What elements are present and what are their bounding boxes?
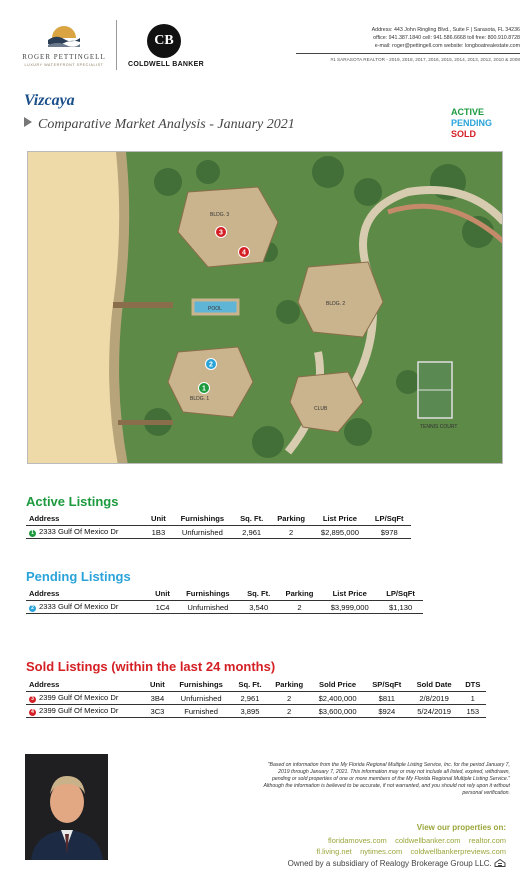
link-realtor[interactable]: realtor.com xyxy=(468,836,506,845)
marker-badge: 1 xyxy=(29,530,36,537)
marker-2-label: 2 xyxy=(209,361,213,369)
label-bldg2: BLDG. 2 xyxy=(326,301,346,307)
col-parking: Parking xyxy=(278,587,322,601)
equal-housing-icon xyxy=(494,859,506,867)
roger-pettingell-logo xyxy=(22,22,106,72)
table-header-row xyxy=(26,678,486,692)
link-coldwellbanker[interactable]: coldwellbanker.com xyxy=(395,836,461,845)
col-list-price: List Price xyxy=(312,512,367,526)
page-title: Vizcaya xyxy=(24,92,75,109)
marker-badge: 2 xyxy=(29,605,36,612)
furnishings-cell: Unfurnished xyxy=(170,692,231,705)
col-sqft: Sq. Ft. xyxy=(232,678,268,692)
col-sold-price: Sold Price xyxy=(310,678,365,692)
price-cell: $3,999,000 xyxy=(321,601,378,614)
furnishings-cell: Unfurnished xyxy=(171,526,233,539)
sold-heading: Sold Listings (within the last 24 months) xyxy=(26,659,276,674)
address-line: Address: 443 John Ringling Blvd., Suite F | Sarasota, FL 34236 xyxy=(371,27,520,33)
col-address: Address xyxy=(26,512,145,526)
logo-divider xyxy=(116,20,117,70)
address-text: 2333 Gulf Of Mexico Dr xyxy=(39,602,119,611)
table-row xyxy=(26,601,423,614)
page-header xyxy=(0,0,530,80)
address-cell xyxy=(26,705,145,718)
col-dts: DTS xyxy=(460,678,486,692)
col-unit: Unit xyxy=(145,678,171,692)
ppsf-cell: $978 xyxy=(367,526,411,539)
unit-cell: 3C3 xyxy=(145,705,171,718)
pending-heading: Pending Listings xyxy=(26,569,131,584)
price-cell: $3,600,000 xyxy=(310,705,365,718)
site-plan-image xyxy=(27,151,503,464)
contact-block xyxy=(270,26,520,50)
col-lp-sqft: LP/SqFt xyxy=(378,587,423,601)
view-properties-label: View our properties on: xyxy=(416,823,506,832)
col-furnishings: Furnishings xyxy=(170,678,231,692)
address-cell xyxy=(26,692,145,705)
active-table xyxy=(26,512,411,539)
price-cell: $2,400,000 xyxy=(310,692,365,705)
links-row-1 xyxy=(328,836,506,845)
subtitle-text: Comparative Market Analysis - January 2021 xyxy=(38,117,295,132)
address-cell xyxy=(26,601,149,614)
address-cell xyxy=(26,526,145,539)
col-parking: Parking xyxy=(270,512,312,526)
unit-cell: 3B4 xyxy=(145,692,171,705)
table-row xyxy=(26,692,486,705)
col-unit: Unit xyxy=(145,512,171,526)
label-bldg1: BLDG. 1 xyxy=(190,396,210,402)
furnishings-cell: Unfurnished xyxy=(176,601,240,614)
col-furnishings: Furnishings xyxy=(176,587,240,601)
awards-line: #1 SARASOTA REALTOR - 2019, 2018, 2017, 2016, 2015, 2014, 2013, 2012, 2010 & 2008 xyxy=(330,57,520,62)
web-line: e-mail: roger@pettingell.com website: longboatrealestate.com xyxy=(374,43,520,49)
col-address: Address xyxy=(26,678,145,692)
links-row-2 xyxy=(316,847,506,856)
marker-badge: 3 xyxy=(29,696,36,703)
table-header-row xyxy=(26,587,423,601)
table-row xyxy=(26,705,486,718)
sqft-cell: 2,961 xyxy=(233,526,270,539)
sqft-cell: 3,895 xyxy=(232,705,268,718)
label-tennis: TENNIS COURT xyxy=(420,424,458,430)
link-nytimes[interactable]: nytimes.com xyxy=(360,847,403,856)
brand2-name: COLDWELL BANKER xyxy=(128,61,204,68)
marker-4-label: 4 xyxy=(242,249,246,257)
col-sold-date: Sold Date xyxy=(409,678,460,692)
legend-active: ACTIVE xyxy=(451,107,485,117)
table-row xyxy=(26,526,411,539)
phone-line: office: 941.387.1840 cell: 941.586.6668 toll free: 800.910.8728 xyxy=(373,35,520,41)
col-sp-sqft: SP/SqFt xyxy=(365,678,409,692)
col-list-price: List Price xyxy=(321,587,378,601)
address-text: 2399 Gulf Of Mexico Dr xyxy=(39,693,119,702)
beach-area xyxy=(28,152,124,464)
triangle-bullet-icon xyxy=(24,117,32,127)
unit-cell: 1C4 xyxy=(149,601,176,614)
sunset-logo-icon xyxy=(48,22,80,48)
dts-cell: 153 xyxy=(460,705,486,718)
parking-cell: 2 xyxy=(278,601,322,614)
legend-sold: SOLD xyxy=(451,129,477,139)
address-text: 2333 Gulf Of Mexico Dr xyxy=(39,527,119,536)
page-subtitle xyxy=(24,117,295,133)
coldwell-banker-logo xyxy=(124,20,208,72)
col-sqft: Sq. Ft. xyxy=(240,587,278,601)
ownership-text: Owned by a subsidiary of Realogy Brokerage Group LLC. xyxy=(287,859,492,868)
col-address: Address xyxy=(26,587,149,601)
brand1-name: ROGER PETTINGELL xyxy=(22,53,106,61)
address-text: 2399 Gulf Of Mexico Dr xyxy=(39,706,119,715)
label-pool: POOL xyxy=(208,306,222,312)
col-unit: Unit xyxy=(149,587,176,601)
agent-photo xyxy=(25,754,108,860)
label-club: CLUB xyxy=(314,406,328,412)
sqft-cell: 2,961 xyxy=(232,692,268,705)
price-cell: $2,895,000 xyxy=(312,526,367,539)
date-cell: 5/24/2019 xyxy=(409,705,460,718)
sqft-cell: 3,540 xyxy=(240,601,278,614)
table-header-row xyxy=(26,512,411,526)
brand1-tagline: LUXURY WATERFRONT SPECIALIST xyxy=(24,63,104,67)
link-flliving[interactable]: fl.living.net xyxy=(316,847,352,856)
marker-3-label: 3 xyxy=(219,229,223,237)
furnishings-cell: Furnished xyxy=(170,705,231,718)
ppsf-cell: $924 xyxy=(365,705,409,718)
date-cell: 2/8/2019 xyxy=(409,692,460,705)
parking-cell: 2 xyxy=(270,526,312,539)
marker-badge: 4 xyxy=(29,709,36,716)
parking-cell: 2 xyxy=(268,692,310,705)
active-heading: Active Listings xyxy=(26,494,119,509)
legend-pending: PENDING xyxy=(451,118,493,128)
link-floridamoves[interactable]: floridamoves.com xyxy=(327,836,387,845)
disclaimer-text: "Based on information from the My Florida Regional Multiple Listing Service, Inc. for the period January 7, 2019 through January 7, 2021. This information may or may not include all listed, expired, withdrawn, pending or sold properties of one or more members of the My Florida Regional Multiple Listing Service." Although the information is believed to be accurate, if not warranted, and you should not rely upon it without personal verification. xyxy=(263,762,510,796)
label-bldg3: BLDG. 3 xyxy=(210,212,230,218)
ppsf-cell: $811 xyxy=(365,692,409,705)
status-legend xyxy=(451,107,492,140)
col-parking: Parking xyxy=(268,678,310,692)
header-rule xyxy=(296,53,520,54)
ownership-note xyxy=(288,859,506,868)
unit-cell: 1B3 xyxy=(145,526,171,539)
sold-table xyxy=(26,678,486,718)
pending-table xyxy=(26,587,423,614)
col-furnishings: Furnishings xyxy=(171,512,233,526)
cb-monogram: CB xyxy=(147,24,181,58)
marker-1-label: 1 xyxy=(202,385,206,393)
parking-cell: 2 xyxy=(268,705,310,718)
col-lp-sqft: LP/SqFt xyxy=(367,512,411,526)
link-cbpreviews[interactable]: coldwellbankerpreviews.com xyxy=(410,847,506,856)
col-sqft: Sq. Ft. xyxy=(233,512,270,526)
dts-cell: 1 xyxy=(460,692,486,705)
ppsf-cell: $1,130 xyxy=(378,601,423,614)
